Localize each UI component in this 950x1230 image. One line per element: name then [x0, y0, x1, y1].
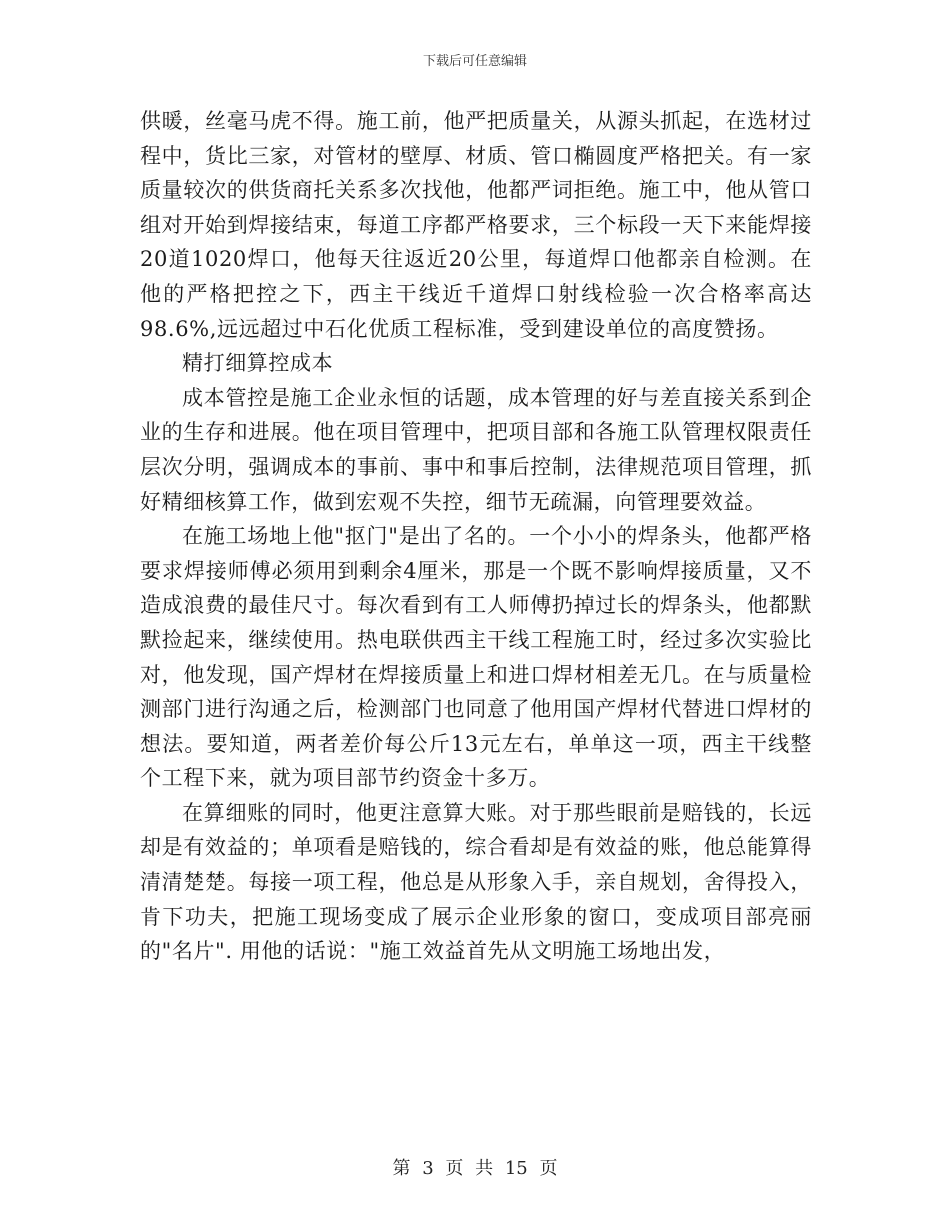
page-footer: 第 3 页 共 15 页 [392, 1158, 558, 1179]
paragraph-quality-control: 供暖，丝毫马虎不得。施工前，他严把质量关，从源头抓起，在选材过程中，货比三家，对管材的壁厚、材质、管口椭圆度严格把关。有一家质量较次的供货商托关系多次找他，他都严词拒绝。施工中，他从管口组对开始到焊接结束，每道工序都严格要求，三个标段一天下来能焊接20道1020焊口，他每天往返近20公里，每道焊口他都亲自检测。在他的严格把控之下，西主干线近千道焊口射线检验一次合格率高达98.6%,远远超过中石化优质工程标准，受到建设单位的高度赞扬。 [140, 109, 812, 341]
paragraph-cost-management: 成本管控是施工企业永恒的话题，成本管理的好与差直接关系到企业的生存和进展。他在项目管理中，把项目部和各施工队管理权限责任层次分明，强调成本的事前、事中和事后控制，法律规范项目管理，抓好精细核算工作，做到宏观不失控，细节无疏漏，向管理要效益。 [140, 385, 812, 514]
page-header: 下载后可任意编辑 [422, 54, 527, 69]
document-body [140, 104, 812, 969]
section-heading-cost-control: 精打细算控成本 [182, 351, 334, 376]
paragraph-welding-savings: 在施工场地上他"抠门"是出了名的。一个小小的焊条头，他都严格要求焊接师傅必须用到剩余4厘米，那是一个既不影响焊接质量，又不造成浪费的最佳尺寸。每次看到有工人师傅扔掉过长的焊条头，他都默默捡起来，继续使用。热电联供西主干线工程施工时，经过多次实验比对，他发现，国产焊材在焊接质量上和进口焊材相差无几。在与质量检测部门进行沟通之后，检测部门也同意了他用国产焊材代替进口焊材的想法。要知道，两者差价每公斤13元左右，单单这一项，西主干线整个工程下来，就为项目部节约资金十多万。 [140, 524, 812, 791]
paragraph-big-picture: 在算细账的同时，他更注意算大账。对于那些眼前是赔钱的，长远却是有效益的；单项看是赔钱的，综合看却是有效益的账，他总能算得清清楚楚。每接一项工程，他总是从形象入手，亲自规划，舍得投入，肯下功夫，把施工现场变成了展示企业形象的窗口，变成项目部亮丽的"名片". 用他的话说："施工效益首先从文明施工场地出发， [140, 800, 812, 964]
